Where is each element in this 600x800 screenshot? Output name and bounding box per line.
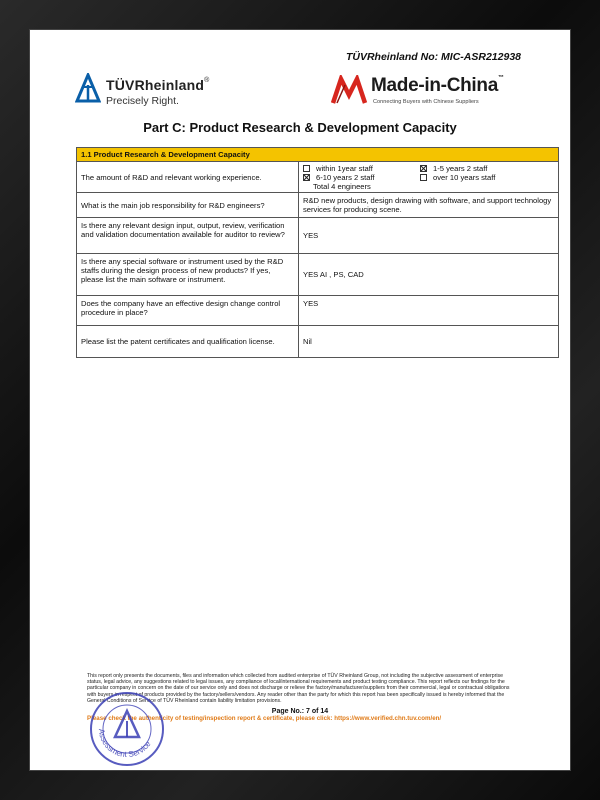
answer-cell: YES AI , PS, CAD — [299, 254, 559, 296]
document-page — [29, 29, 571, 771]
question-cell: What is the main job responsibility for R&D engineers? — [77, 193, 299, 218]
checkbox-icon — [420, 174, 427, 181]
checked-box-icon — [420, 165, 427, 172]
answer-cell: YES — [299, 218, 559, 254]
question-cell: The amount of R&D and relevant working experience. — [77, 162, 299, 193]
checkbox-icon — [303, 165, 310, 172]
table-row — [77, 326, 559, 358]
tuv-triangle-icon — [75, 73, 101, 105]
report-number: TÜVRheinland No: MIC-ASR212938 — [345, 51, 521, 63]
footer-disclaimer: This report only presents the documents, files and information which collected from audited enterprise of TÜV Rheinland Group, not including the subjective assessment of enterprise status, legal advice, any suggestions related to legal issues, any compliance of local/international requirements and product testing compliance. This report reflects our findings for the particular company in concern on the date of our service only and does not discharge or relieve the factory/manufacturer/suppliers from their commercial, legal or contractual obligations with buyers in respect of products provided by the factory/sellers/vendors. Any reader other than the party for which this report has been specifically issued is hereby informed that the General Conditions of Service of TÜV Rheinland contain liability limitation provisions. — [87, 673, 510, 704]
tuv-brand-name: TÜVRheinland® — [106, 77, 210, 93]
option-1-5-years[interactable]: 1-5 years 2 staff — [420, 164, 530, 173]
table-row — [77, 254, 559, 296]
answer-cell: Nil — [299, 326, 559, 358]
page-number: Page No.: 7 of 14 — [271, 708, 329, 715]
section-heading: 1.1 Product Research & Development Capacity — [77, 148, 559, 162]
rd-capacity-table — [76, 147, 559, 358]
option-within-1year[interactable]: within 1year staff — [303, 164, 420, 173]
answer-cell: YES — [299, 296, 559, 326]
option-over-10-years[interactable]: over 10 years staff — [420, 173, 530, 182]
mic-brand-name: Made-in-China™ — [371, 75, 504, 96]
mic-tagline: Connecting Buyers with Chinese Suppliers — [373, 99, 479, 105]
table-row — [77, 218, 559, 254]
checked-box-icon — [303, 174, 310, 181]
question-cell: Is there any relevant design input, output, review, verification and validation documentation available for auditor to review? — [77, 218, 299, 254]
question-cell: Is there any special software or instrument used by the R&D staffs during the design process of new products? If yes, please list the main software or instrument. — [77, 254, 299, 296]
question-cell: Does the company have an effective design change control procedure in place? — [77, 296, 299, 326]
tuv-rheinland-logo — [75, 71, 225, 111]
made-in-china-logo — [331, 75, 531, 111]
total-engineers: Total 4 engineers — [313, 182, 371, 191]
table-row — [77, 193, 559, 218]
part-title: Part C: Product Research & Development Capacity — [143, 120, 457, 135]
assessment-service-stamp — [87, 689, 167, 769]
answer-cell: R&D new products, design drawing with software, and support technology services for producing scene. — [299, 193, 559, 218]
table-row — [77, 296, 559, 326]
stamp-text: Assessment Service — [96, 728, 153, 760]
option-6-10-years[interactable]: 6-10 years 2 staff — [303, 173, 420, 182]
tuv-slogan: Precisely Right. — [106, 95, 179, 107]
verification-link[interactable]: Please check the authenticity of testing/inspection report & certificate, please click: https://www.verified.chn.tuv.com/en/ — [87, 715, 442, 722]
table-row — [77, 162, 559, 193]
question-cell: Please list the patent certificates and qualification license. — [77, 326, 299, 358]
experience-options — [303, 164, 554, 182]
made-in-china-m-icon — [331, 75, 371, 105]
svg-text:Assessment Service — [97, 728, 153, 759]
section-header-row — [77, 148, 559, 162]
answer-cell — [299, 162, 559, 193]
